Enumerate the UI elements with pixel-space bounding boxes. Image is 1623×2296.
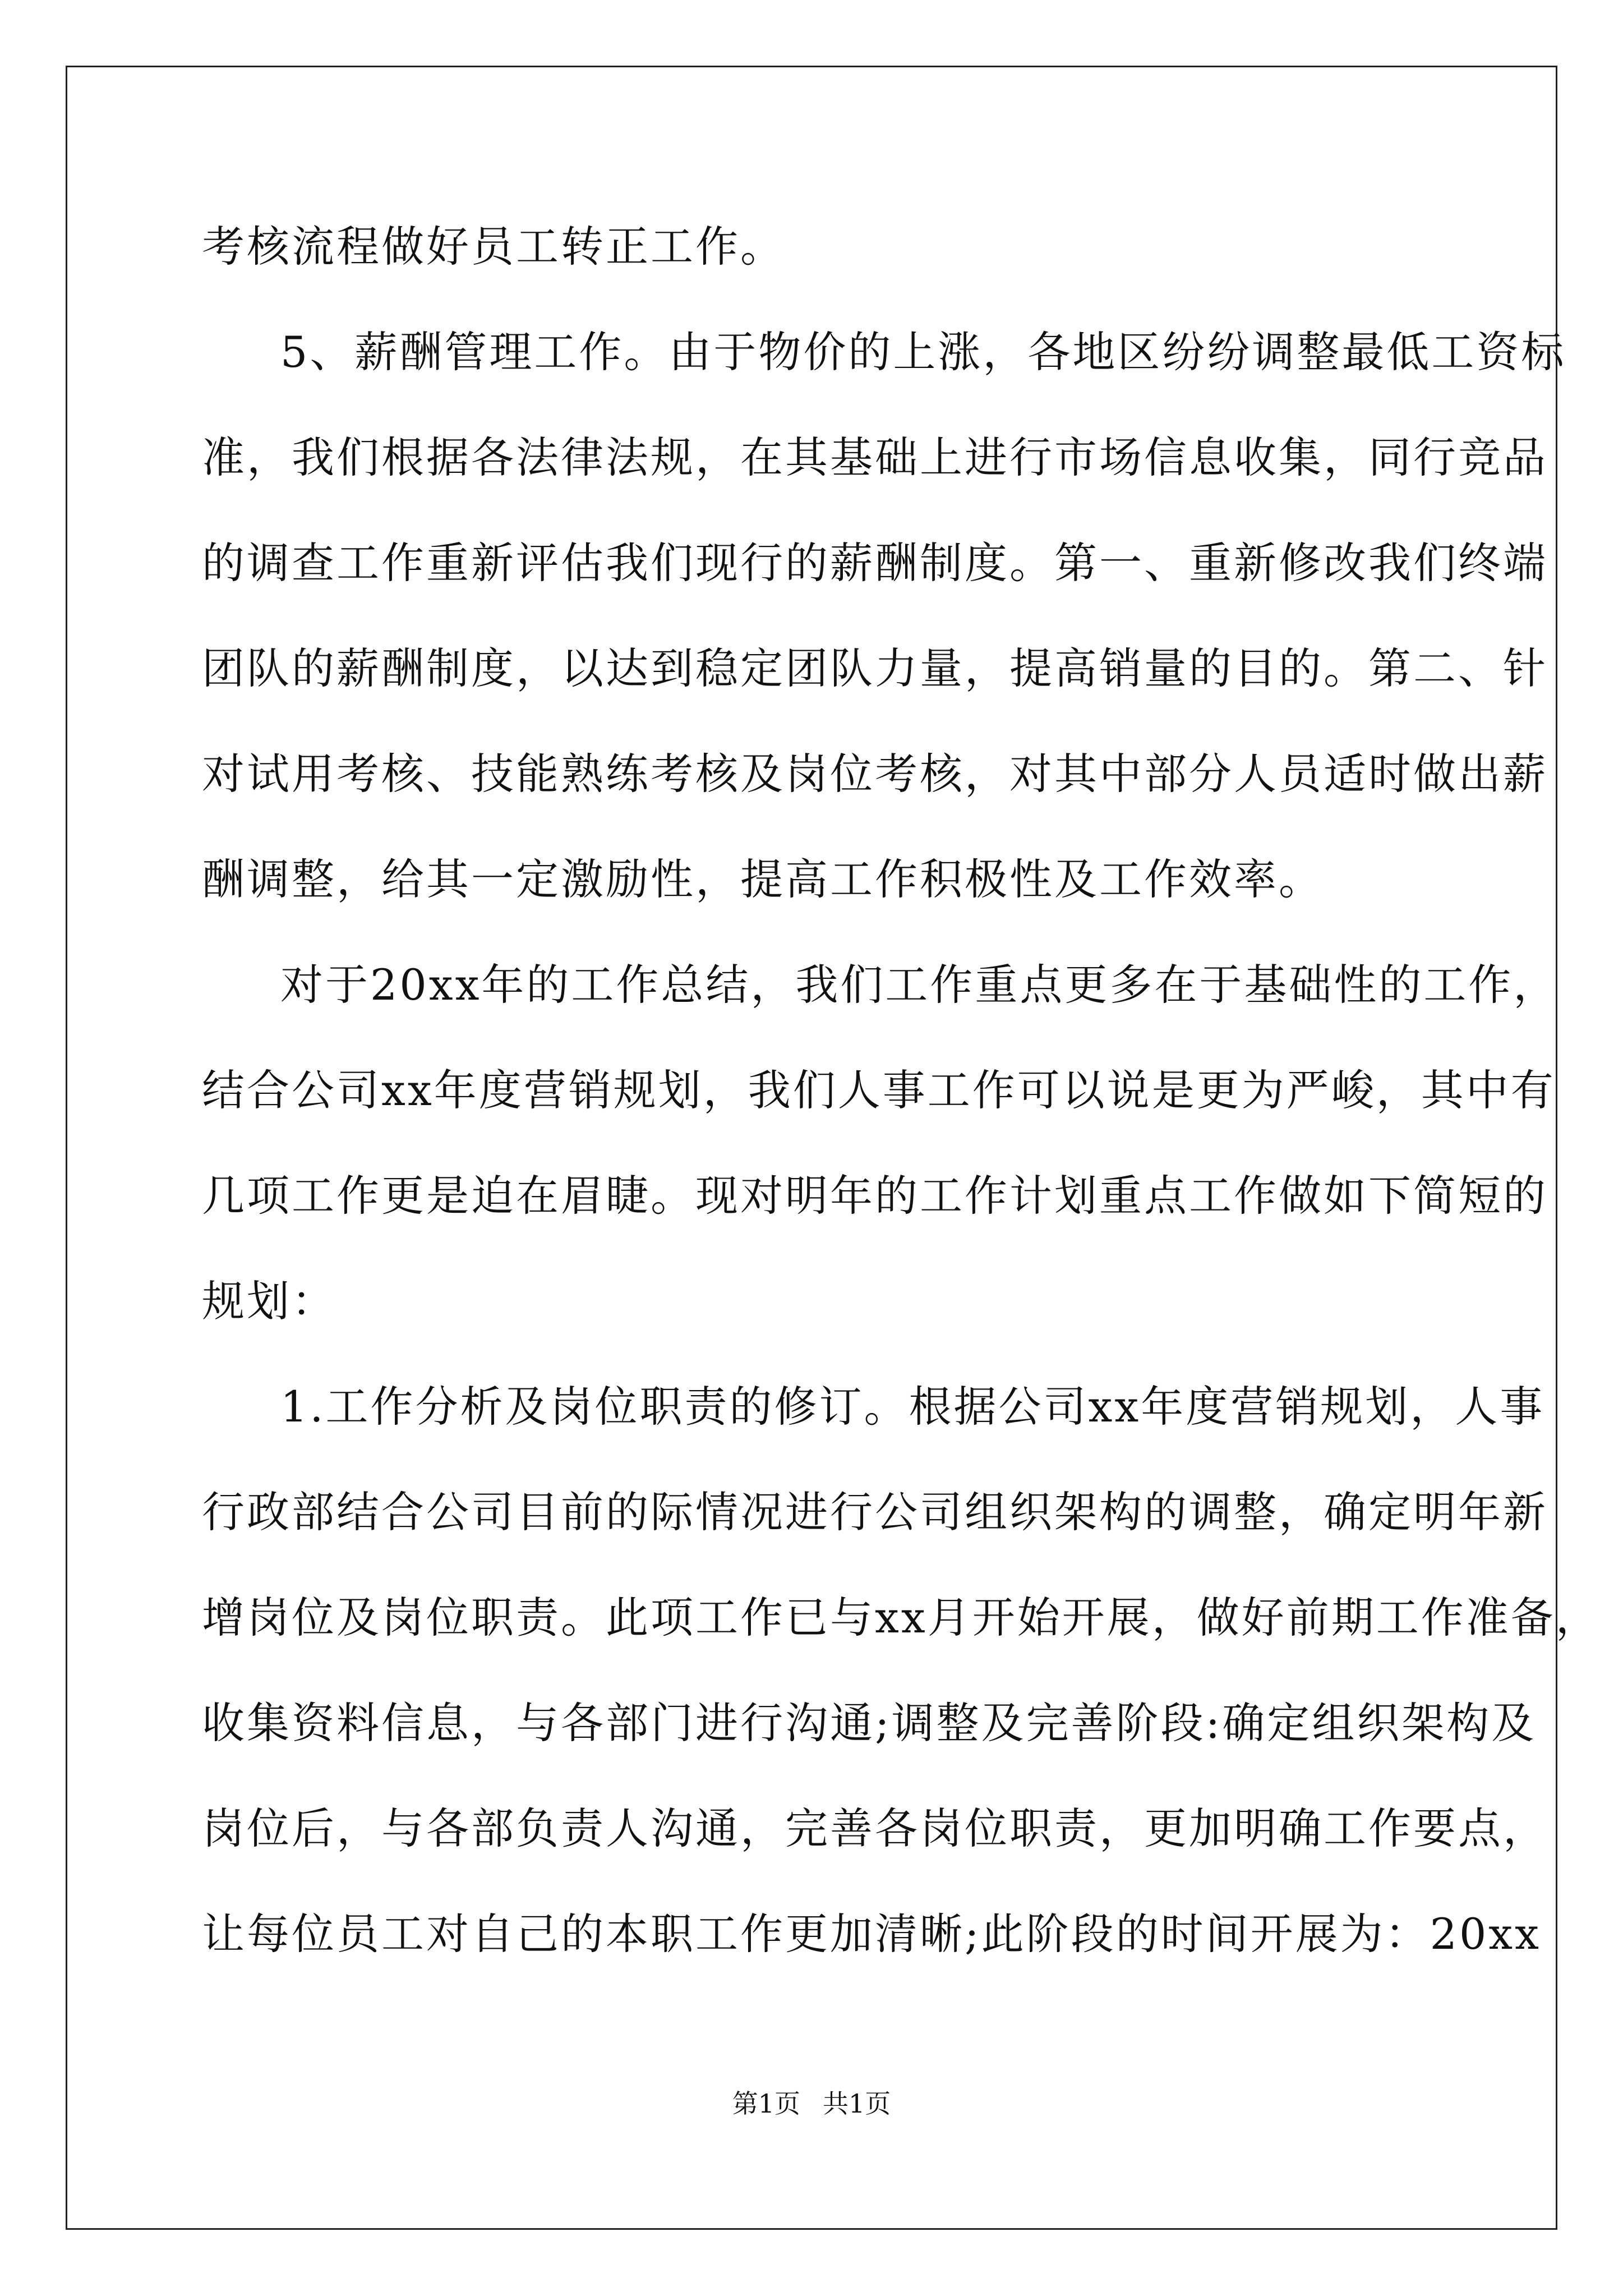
paragraph-start-line: 对于20xx年的工作总结，我们工作重点更多在于基础性的工作， — [280, 960, 1559, 1010]
page-number: 第1页 — [732, 2088, 800, 2119]
text-line: 考核流程做好员工转正工作。 — [202, 222, 785, 272]
page-footer — [0, 2087, 1623, 2120]
paragraph-start-line: 1.工作分析及岗位职责的修订。根据公司xx年度营销规划，人事 — [280, 1382, 1545, 1432]
text-line: 岗位后，与各部负责人沟通，完善各岗位职责，更加明确工作要点， — [202, 1803, 1548, 1853]
paragraph-start-line: 5、薪酬管理工作。由于物价的上涨，各地区纷纷调整最低工资标 — [280, 327, 1566, 377]
text-line: 对试用考核、技能熟练考核及岗位考核，对其中部分人员适时做出薪 — [202, 749, 1548, 799]
text-line: 收集资料信息，与各部门进行沟通;调整及完善阶段:确定组织架构及 — [202, 1698, 1537, 1748]
text-line: 增岗位及岗位职责。此项工作已与xx月开始开展，做好前期工作准备， — [202, 1593, 1601, 1642]
text-line: 行政部结合公司目前的际情况进行公司组织架构的调整，确定明年新 — [202, 1487, 1548, 1537]
text-line: 几项工作更是迫在眉睫。现对明年的工作计划重点工作做如下简短的 — [202, 1171, 1548, 1221]
text-line: 准，我们根据各法律法规，在其基础上进行市场信息收集，同行竞品 — [202, 432, 1548, 482]
text-line: 结合公司xx年度营销规划，我们人事工作可以说是更为严峻，其中有 — [202, 1065, 1556, 1115]
text-line: 酬调整，给其一定激励性，提高工作积极性及工作效率。 — [202, 854, 1324, 904]
text-line: 规划： — [202, 1276, 336, 1326]
page-total: 共1页 — [823, 2088, 891, 2119]
text-line: 的调查工作重新评估我们现行的薪酬制度。第一、重新修改我们终端 — [202, 538, 1548, 588]
text-line: 让每位员工对自己的本职工作更加清晰;此阶段的时间开展为：20xx — [202, 1909, 1542, 1959]
text-line: 团队的薪酬制度，以达到稳定团队力量，提高销量的目的。第二、针 — [202, 643, 1548, 693]
